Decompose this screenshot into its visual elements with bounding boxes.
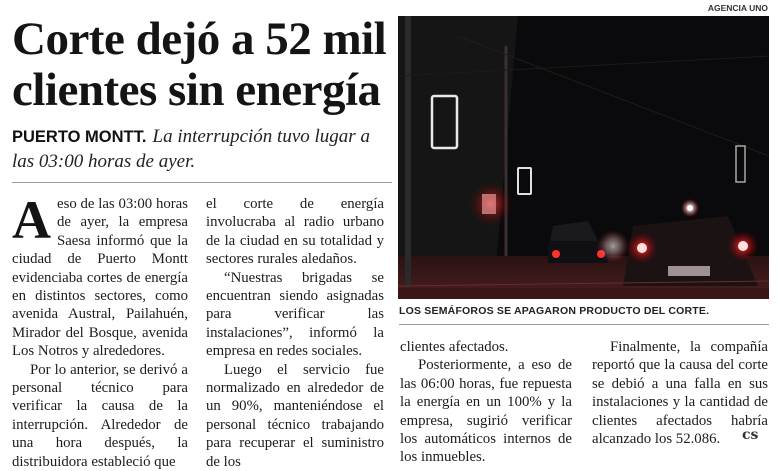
paragraph: “Nuestras brigadas se encuentran siendo asignadas para verificar las instalaciones”, informó la empresa en redes sociales. <box>206 269 384 360</box>
photo-caption: LOS SEMÁFOROS SE APAGARON PRODUCTO DEL CORTE. <box>399 305 710 317</box>
paragraph: clientes afectados. <box>400 339 509 355</box>
paragraph: Posteriormente, a eso de las 06:00 horas, fue repuesta la energía en un 100% y la empresa, sugirió verificar los automáticos internos de los inmuebles. <box>400 357 572 466</box>
end-mark: cs <box>742 427 759 443</box>
headline <box>12 14 392 116</box>
deck <box>12 124 392 174</box>
headline-line-2: clientes sin energía <box>12 64 381 116</box>
paragraph: el corte de energía involucraba al radio urbano de la ciudad en su totalidad y sectores rurales aledaños. <box>206 196 384 268</box>
article-column-1 <box>12 190 188 471</box>
headline-divider <box>12 182 392 183</box>
paragraph: Por lo anterior, se derivó a personal técnico para verificar la causa de la interrupción. Alrededor de una hora después, la distribuidora estableció que <box>12 361 188 470</box>
news-photo <box>398 16 769 299</box>
article-column-3 <box>400 338 572 467</box>
caption-divider <box>399 324 769 325</box>
night-street-image <box>398 16 769 299</box>
deck-lead: La interrupción tuvo lugar a las 03:00 horas de ayer. <box>12 126 370 172</box>
headline-line-1: Corte dejó a 52 mil <box>12 13 387 65</box>
drop-cap: A <box>12 190 51 250</box>
article-column-2 <box>206 195 384 471</box>
dateline-place: PUERTO MONTT. <box>12 128 147 146</box>
photo-credit: AGENCIA UNO <box>707 3 768 13</box>
paragraph: eso de las 03:00 horas de ayer, la empresa Saesa informó que la ciudad de Puerto Montt evidenciaba cortes de energía en distintos sectores, como avenida Austral, Pailahuén, Mirador del Bosque, avenida Los Notros y alrededores. <box>12 196 188 360</box>
paragraph: Finalmente, la compañía reportó que la causa del corte se debió a una falla en sus instalaciones y la cantidad de clientes afectados habría alcanzado los 52.086. <box>592 339 768 448</box>
paragraph: Luego el servicio fue normalizado en alrededor de un 90%, manteniéndose el personal técnico trabajando para recuperar el suministro de los <box>206 361 384 470</box>
